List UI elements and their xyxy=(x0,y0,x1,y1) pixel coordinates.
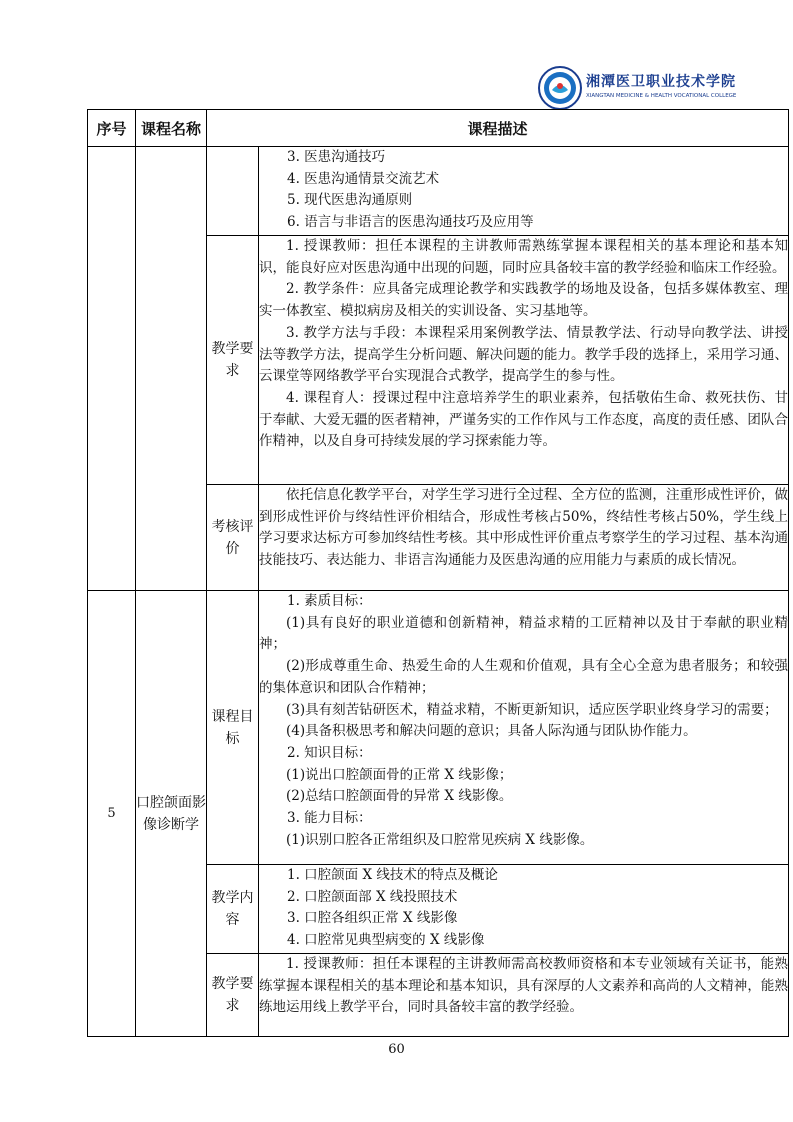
course5-req-cell xyxy=(259,954,789,1037)
paragraph: 1. 授课教师：担任本课程的主讲教师需熟练掌握本课程相关的基本理论和基本知识，能良好应对医患沟通中出现的问题，同时应具备较丰富的教学经验和临床工作经验。 xyxy=(259,238,788,276)
goal-line: (2)形成尊重生命、热爱生命的人生观和价值观，具有全心全意为患者服务；和较强的集体意识和团队合作精神； xyxy=(259,658,788,696)
goal-line: (4)具备积极思考和解决问题的意识；具备人际沟通与团队协作能力。 xyxy=(286,723,697,740)
college-name-cn: 湘潭医卫职业技术学院 xyxy=(586,74,736,90)
paragraph: 3. 教学方法与手段：本课程采用案例教学法、情景教学法、行动导向教学法、讲授法等教学方法，提高学生分析问题、解决问题的能力。教学手段的选择上，采用学习通、云课堂等网络教学平台实现混合式教学，提高学生的参与性。 xyxy=(259,324,788,385)
course5-name: 口腔颌面影像诊断学 xyxy=(136,591,207,1037)
header-course-name: 课程名称 xyxy=(136,110,207,147)
continued-content-row xyxy=(88,147,789,236)
continued-req-cell xyxy=(259,236,789,485)
college-logo xyxy=(538,66,737,110)
course5-content-cell xyxy=(259,865,789,954)
label-text: 教学要求 xyxy=(211,976,254,1014)
course5-index: 5 xyxy=(88,591,136,1037)
goal-line: 2. 知识目标： xyxy=(287,744,372,761)
paragraph: 2. 教学条件：应具备完成理论教学和实践教学的场地及设备，包括多媒体教室、理实一体教室、模拟病房及相关的实训设备、实习基地等。 xyxy=(259,281,788,320)
label-text: 教学内容 xyxy=(211,890,254,928)
header-description: 课程描述 xyxy=(207,110,789,147)
course5-goal-cell xyxy=(259,591,789,865)
list-item: 4. 口腔常见典型病变的 X 线影像 xyxy=(287,932,485,949)
list-item: 3. 医患沟通技巧 xyxy=(287,149,386,165)
header-index: 序号 xyxy=(88,110,136,147)
list-item: 1. 口腔颌面 X 线技术的特点及概论 xyxy=(287,867,498,883)
page-number: 60 xyxy=(388,1042,405,1057)
list-item: 4. 医患沟通情景交流艺术 xyxy=(287,170,440,187)
goal-line: 1. 素质目标： xyxy=(287,593,372,609)
table-header-row xyxy=(88,110,789,147)
label-text: 教学要求 xyxy=(211,341,254,379)
list-item: 3. 口腔各组织正常 X 线影像 xyxy=(287,910,458,927)
continued-name-cell xyxy=(136,147,207,591)
goal-line: (1)具有良好的职业道德和创新精神，精益求精的工匠精神以及甘于奉献的职业精神； xyxy=(259,614,788,653)
continued-assess-cell xyxy=(259,485,789,591)
list-item: 6. 语言与非语言的医患沟通技巧及应用等 xyxy=(287,214,534,231)
course5-goal-label xyxy=(207,591,259,865)
goal-line: (1)说出口腔颌面骨的正常 X 线影像； xyxy=(286,766,513,783)
goal-line: 3. 能力目标： xyxy=(287,810,372,827)
paragraph: 依托信息化教学平台，对学生学习进行全过程、全方位的监测，注重形成性评价，做到形成性评价与终结性评价相结合，形成性考核占50%，终结性考核占50%，学生线上学习要求达标方可参加终结性考核。其中形成性评价重点考察学生的学习过程、基本沟通技能技巧、表达能力、非语言沟通能力及医患沟通的应用能力与素质的成长情况。 xyxy=(259,487,788,569)
label-text: 课程目标 xyxy=(211,708,254,747)
continued-assess-label xyxy=(207,485,259,591)
label-text: 考核评价 xyxy=(211,518,254,557)
goal-line: (1)识别口腔各正常组织及口腔常见疾病 X 线影像。 xyxy=(286,831,594,848)
goal-line: (2)总结口腔颌面骨的异常 X 线影像。 xyxy=(286,788,513,805)
continued-content-label xyxy=(207,147,259,236)
course5-content-label xyxy=(207,865,259,954)
paragraph: 1. 授课教师：担任本课程的主讲教师需高校教师资格和本专业领域有关证书，能熟练掌握本课程相关的基本理论和基本知识，具有深厚的人文素养和高尚的人文精神，能熟练地运用线上教学平台，同时具备较丰富的教学经验。 xyxy=(259,956,788,1016)
goal-line: (3)具有刻苦钻研医术，精益求精，不断更新知识，适应医学职业终身学习的需要； xyxy=(286,701,778,718)
course5-req-label xyxy=(207,954,259,1037)
paragraph: 4. 课程育人：授课过程中注意培养学生的职业素养，包括敬佑生命、救死扶伤、甘于奉献、大爱无疆的医者精神，严谨务实的工作作风与工作态度，高度的责任感、团队合作精神，以及自身可持续发展的学习探索能力等。 xyxy=(259,389,788,450)
college-name-en: XIANGTAN MEDICINE & HEALTH VOCATIONAL COLLEGE xyxy=(586,93,737,99)
list-item: 5. 现代医患沟通原则 xyxy=(287,192,413,209)
list-item: 2. 口腔颌面部 X 线投照技术 xyxy=(287,888,458,905)
college-emblem-icon xyxy=(538,66,582,110)
course5-goal-row xyxy=(88,591,789,865)
continued-index-cell xyxy=(88,147,136,591)
continued-req-label xyxy=(207,236,259,485)
continued-content-cell xyxy=(259,147,789,236)
course-table xyxy=(87,109,789,1037)
